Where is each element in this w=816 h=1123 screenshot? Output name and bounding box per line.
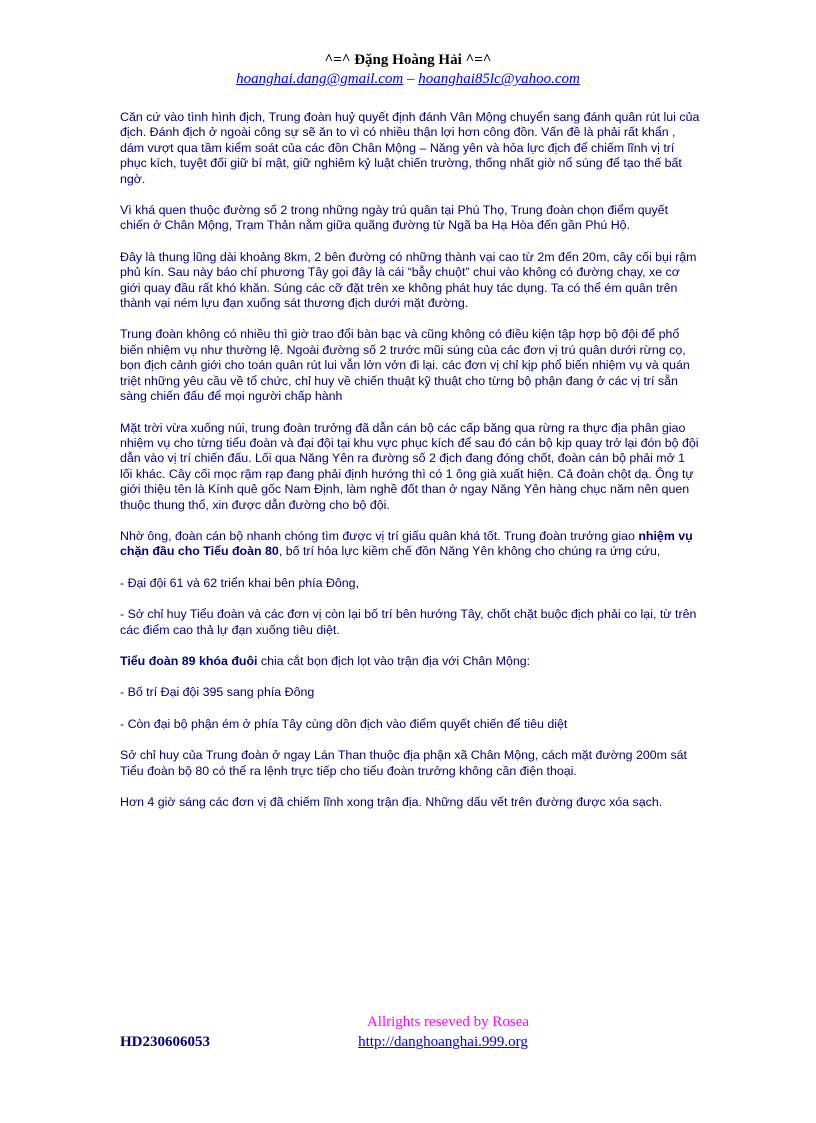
paragraph-5: Mặt trời vừa xuống núi, trung đoàn trưởng đã dẫn cán bộ các cấp băng qua rừng ra thực địa phân giao nhiệm vụ cho từng tiểu đoàn và đại đội tại khu vực phục kích để sau đó cán bộ kịp quay trở lại đón bộ đội dẫn vào vị trí chiến đấu. Lối qua Năng Yên ra đường số 2 địch đang đóng chốt, đoàn cán bộ phải mở 1 lối khác. Cây cối mọc rậm rạp đang phải định hướng thì có 1 ông già xuất hiện. Cả đoàn chột dạ. Ông tự giới thiệu tên là Kính quê gốc Nam Định, làm nghề đốt than ở ngay Năng Yên hàng chục năm nên quen thuộc thung thổ, xin được dẫn đường cho bộ đội. [120,420,699,512]
paragraph-8: - Sở chỉ huy Tiểu đoàn và các đơn vị còn lại bố trí bên hướng Tây, chốt chặt buộc địch phải co lại, từ trên các điểm cao thả lự đạn xuống tiêu diệt. [120,607,697,637]
paragraph-1: Căn cứ vào tình hình địch, Trung đoàn huỷ quyết định đánh Vân Mộng chuyển sang đánh quân rút lui của địch. Đánh địch ở ngoài công sự sẽ ăn to vì có nhiều thận lợi hơn công đồn. Vấn đề là phải rất khẩn , dám vượt qua tầm kiểm soát của các đồn Chân Mộng – Năng yên và hỏa lực địch để chiếm lĩnh vị trí phục kích, tuyệt đối giữ bí mật, giữ nghiêm kỷ luật chiến trường, thống nhất giờ nổ súng để tạo thế bất ngờ. [120,110,700,186]
article-body [120,110,700,826]
email-separator: – [403,71,419,87]
paragraph-2: Vì khá quen thuộc đường số 2 trong những ngày trú quân tại Phú Thọ, Trung đoàn chọn điểm quyết chiến ở Chân Mộng, Trạm Thản nằm giữa quãng đường từ Ngã ba Hạ Hòa đến gần Phú Hộ. [120,203,669,233]
paragraph-7: - Đại đội 61 và 62 triển khai bên phía Đông, [120,575,360,590]
paragraph-6-bold: nhiệm vụ chặn đầu cho Tiểu đoàn 80 [120,528,693,559]
author-title: ^=^ Đặng Hoàng Hải ^=^ [324,52,492,68]
paragraph-6-text-b: , bố trí hỏa lực kiềm chế đồn Năng Yên không cho chúng ra ứng cứu, [278,544,661,559]
email-link-yahoo[interactable]: hoanghai85lc@yahoo.com [418,71,580,87]
footer-url [0,1034,816,1051]
footer-rights: Allrights reseved by Rosea [366,1014,530,1030]
paragraph-6 [120,529,700,560]
paragraph-13: Hơn 4 giờ sáng các đơn vị đã chiếm lĩnh xong trận địa. Những dấu vết trên đường được xóa sạch. [120,795,663,809]
paragraph-10: - Bố trí Đại đội 395 sang phía Đông [120,685,315,700]
paragraph-4: Trung đoàn không có nhiều thì giờ trao đổi bàn bạc và cũng không có điều kiện tập hợp bộ đội để phổ biến nhiệm vụ như thường lệ. Ngoài đường số 2 trước mũi súng của các đơn vị trú quân dưới rừng cọ, bọn địch cảnh giới cho toán quân rút lui vẫn lởn vởn đi lại. các đơn vị chỉ kịp phổ biến nhiệm vụ và quán triệt những yêu cầu về tổ chức, chỉ huy về chiến thuật kỹ thuật cho từng bộ phận đang ở các vị trí sẵn sàng chiến đấu để mọi người chấp hành [120,327,690,404]
paragraph-9-text: chia cắt bọn địch lọt vào trận địa với Chân Mộng: [257,653,531,668]
paragraph-11: - Còn đại bộ phận ém ở phía Tây cùng dồn địch vào điểm quyết chiến để tiêu diệt [120,716,568,731]
footer-url-link[interactable]: http://danghoanghai.999.org [358,1034,528,1050]
author-emails [0,70,816,88]
paragraph-6-text-a: Nhờ ông, đoàn cán bộ nhanh chóng tìm được vị trí giấu quân khá tốt. Trung đoàn trưởng giao [120,528,639,543]
paragraph-9 [120,654,700,669]
page-header [0,50,816,88]
paragraph-3: Đây là thung lũng dài khoảng 8km, 2 bên đường có những thành vại cao từ 2m đến 20m, cây cối bụi rậm phủ kín. Sau này báo chí phương Tây gọi đây là cái “bẫy chuột” chui vào không có đường chạy, xe cơ giới quay đầu rất khó khăn. Súng các cỡ đặt trên xe không phát huy tác dụng. Ta có thể ém quân trên thành vại ném lựu đạn xuống sát thương địch dưới mặt đường. [120,249,697,311]
paragraph-12: Sở chỉ huy của Trung đoàn ở ngay Lán Than thuộc địa phận xã Chân Mộng, cách mặt đường 200m sát Tiểu đoàn bộ 80 có thể ra lệnh trực tiếp cho tiểu đoàn trưởng không cần điện thoại. [120,748,687,778]
email-link-gmail[interactable]: hoanghai.dang@gmail.com [236,71,404,87]
paragraph-9-bold: Tiểu đoàn 89 khóa đuôi [120,653,258,668]
footer-doc-id: HD230606053 [120,1034,210,1050]
